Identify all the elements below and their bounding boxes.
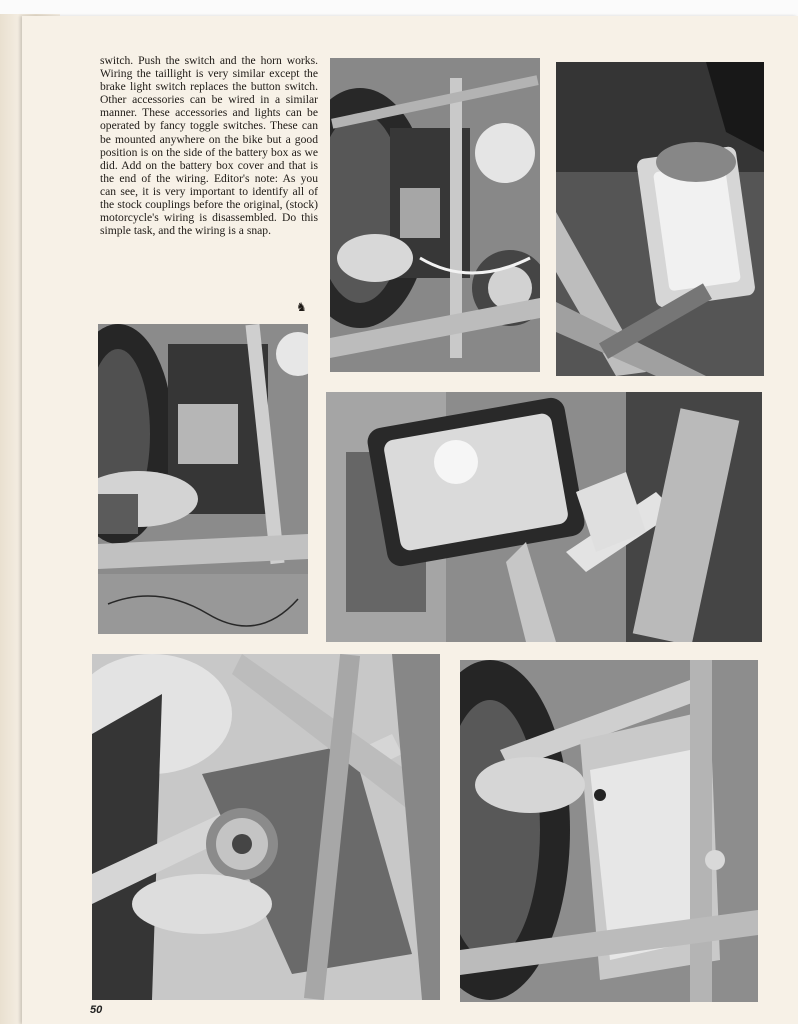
photo-taillight [556,62,764,376]
photo-wiring-battery-box [330,58,540,372]
photo-battery-box-hand [98,324,308,634]
scan-margin [0,0,798,16]
photo-headlight [326,392,762,642]
photo-horn-installation [92,654,440,1000]
page-number: 50 [90,1004,103,1016]
end-mark-icon: ♞ [296,300,307,314]
photo-toggle-switch [460,660,758,1002]
article-text: switch. Push the switch and the horn works. Wiring the taillight is very similar except the brake light switch replaces the button switch. Other accessories can be wired in a similar manner. These accessories and lights can be operated by fancy toggle switches. These can be mounted anywhere on the bike but a good position is on the side of the battery box as we did. Add on the battery box cover and that is the end of the wiring. Editor's note: As you can see, it is very important to identify all of the stock couplings before the original, (stock) motorcycle's wiring is disassembled. Do this simple task, and the wiring is a snap. [100,54,318,238]
